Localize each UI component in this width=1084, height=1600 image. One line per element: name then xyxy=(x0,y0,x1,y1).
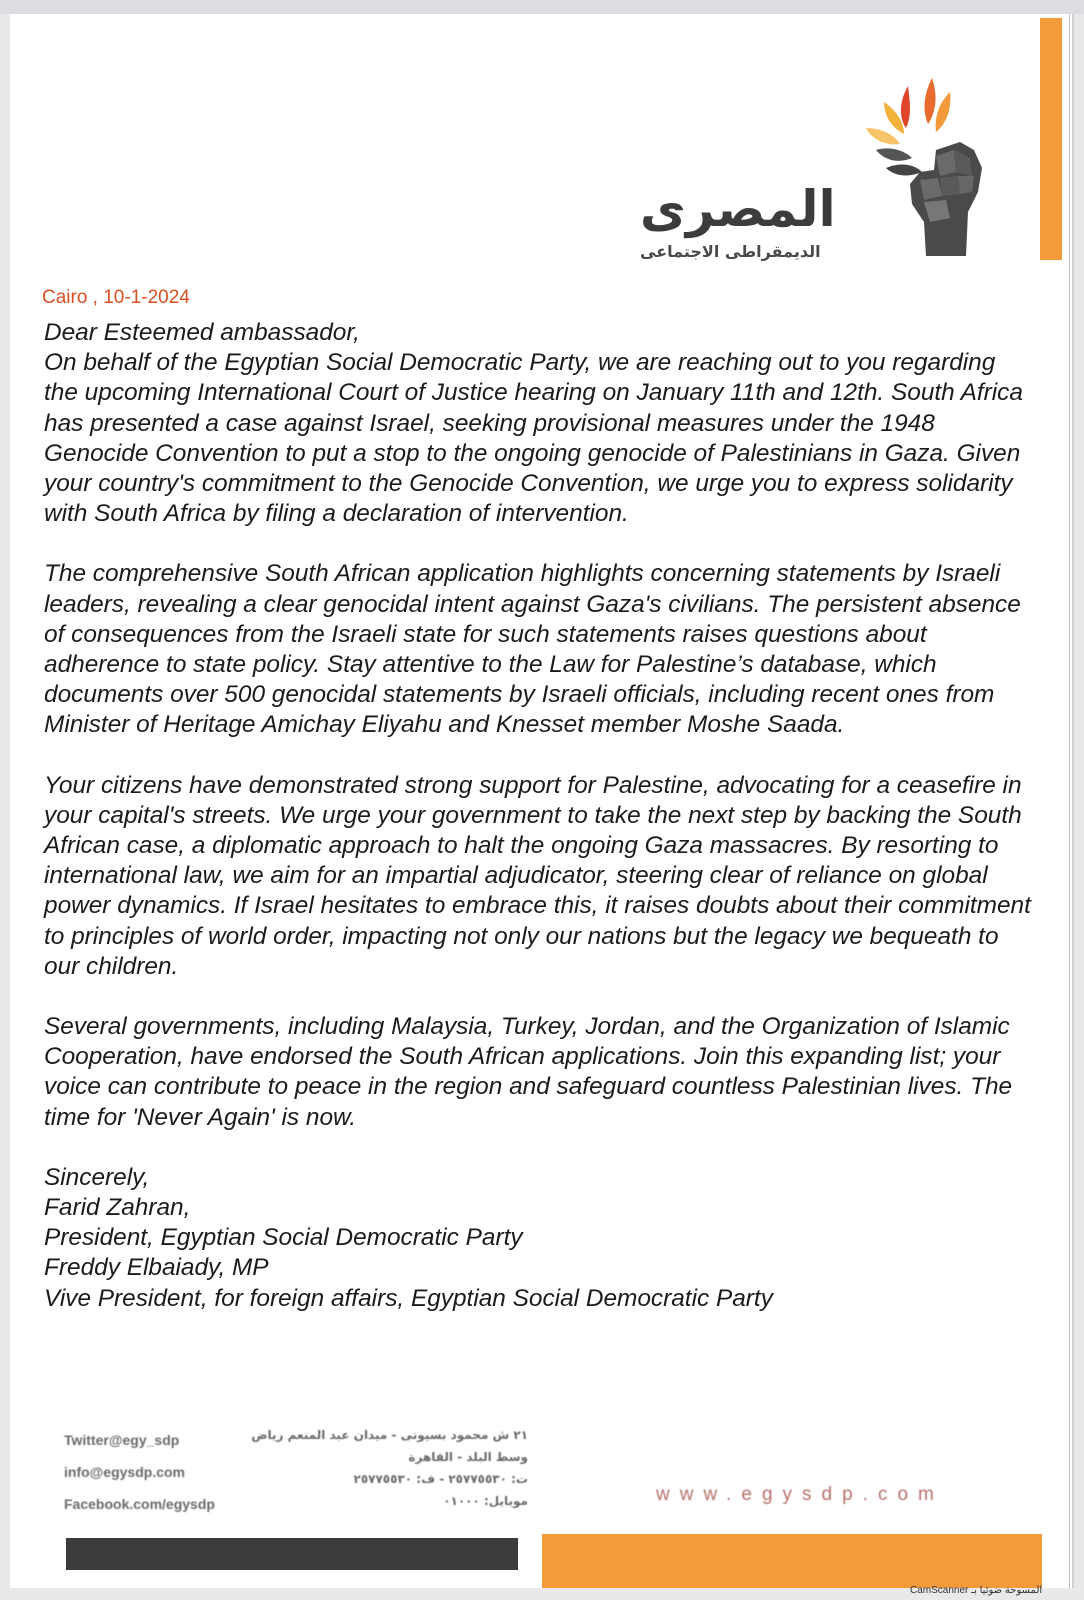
signer-2-title: Vive President, for foreign affairs, Egyptian Social Democratic Party xyxy=(44,1284,773,1312)
address-line: ت: ٢٥٧٧٥٥٣٠ - ف: ٢٥٧٧٥٥٣٠ xyxy=(353,1472,528,1486)
paragraph-2: The comprehensive South African application highlights concerning statements by Israeli leaders, revealing a clear genocidal intent against Gaza's civilians. The persistent absence of consequences from the Israeli state for such statements raises questions about adherence to state policy. Stay attentive to the Law for Palestine’s database, which documents over 500 genocidal statements by Israeli officials, including recent ones from Minister of Heritage Amichay Eliyahu and Knesset member Moshe Saada. xyxy=(44,560,1021,739)
orange-side-strip xyxy=(1040,18,1062,260)
footer-website: www.egysdp.com xyxy=(656,1484,944,1505)
sign-off: Sincerely, xyxy=(44,1163,150,1191)
footer-orange-bar xyxy=(542,1534,1042,1588)
scanner-watermark: CamScanner المسوحة ضوئيا بـ xyxy=(910,1585,1043,1596)
signer-1-name: Farid Zahran, xyxy=(44,1194,191,1222)
footer-twitter: Twitter@egy_sdp xyxy=(64,1432,180,1448)
fist-flame-icon xyxy=(850,72,1000,262)
address-line: ٢١ ش محمود بسيونى - ميدان عبد المنعم رياض xyxy=(251,1428,528,1442)
letter-page xyxy=(10,14,1074,1588)
letter-date: Cairo , 10-1-2024 xyxy=(42,287,190,308)
signer-2-name: Freddy Elbaiady, MP xyxy=(44,1254,269,1282)
letter-footer xyxy=(10,1412,1074,1588)
party-logo xyxy=(640,72,1020,272)
logo-arabic-subtitle: الديمقراطى الاجتماعى xyxy=(640,242,821,261)
paragraph-4: Several governments, including Malaysia, Turkey, Jordan, and the Organization of Islamic Cooperation, have endorsed the South African applications. Join this expanding list; your voice can contribute to peace in the region and safeguard countless Palestinian lives. The time for 'Never Again' is now. xyxy=(44,1013,1013,1131)
footer-dark-bar xyxy=(66,1538,518,1570)
footer-address xyxy=(228,1424,528,1512)
logo-arabic-title: المصرى xyxy=(640,180,836,238)
footer-facebook: Facebook.com/egysdp xyxy=(64,1496,215,1512)
page-edge-line xyxy=(1069,14,1070,1588)
scan-top-bar xyxy=(0,0,1084,14)
letter-body xyxy=(44,318,1034,1314)
footer-contacts xyxy=(64,1424,215,1520)
footer-email: info@egysdp.com xyxy=(64,1464,185,1480)
address-line: موبايل: ٠١٠٠٠ xyxy=(443,1494,528,1508)
paragraph-3: Your citizens have demonstrated strong support for Palestine, advocating for a ceasefire in your capital's streets. We urge your government to take the next step by backing the South African case, a diplomatic approach to halt the ongoing Gaza massacres. By resorting to international law, we aim for an impartial adjudicator, steering clear of reliance on global power dynamics. If Israel hesitates to embrace this, it raises doubts about their commitment to principles of world order, impacting not only our nations but the legacy we bequeath to our children. xyxy=(44,771,1031,980)
paragraph-1: On behalf of the Egyptian Social Democratic Party, we are reaching out to you regarding the upcoming International Court of Justice hearing on January 11th and 12th. South Africa has presented a case against Israel, seeking provisional measures under the 1948 Genocide Convention to put a stop to the ongoing genocide of Palestinians in Gaza. Given your country's commitment to the Genocide Convention, we urge you to express solidarity with South Africa by filing a declaration of intervention. xyxy=(44,349,1023,528)
signer-1-title: President, Egyptian Social Democratic Party xyxy=(44,1224,523,1252)
salutation: Dear Esteemed ambassador, xyxy=(44,319,360,346)
address-line: وسط البلد - القاهرة xyxy=(408,1450,528,1464)
